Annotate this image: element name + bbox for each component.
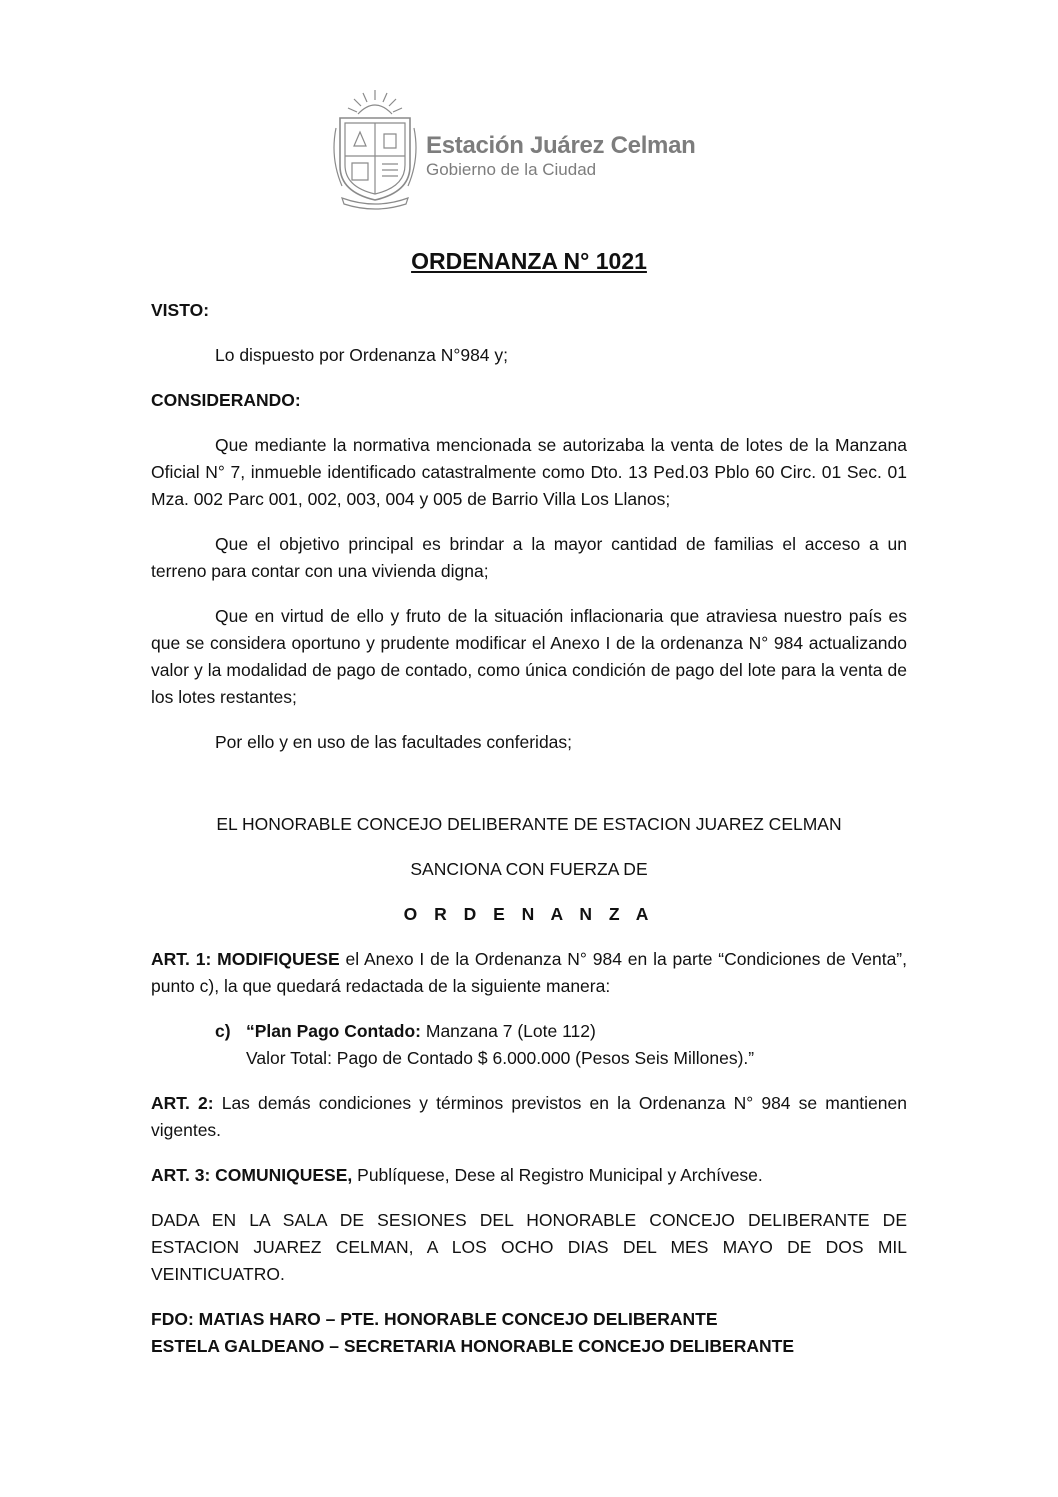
considerando-paragraph-2: Que el objetivo principal es brindar a la mayor cantidad de familias el acceso a un terreno para contar con una vivienda digna; [151, 534, 907, 581]
article-2 [151, 1090, 907, 1144]
sanciona-heading: SANCIONA CON FUERZA DE [410, 859, 648, 879]
article-3-label: ART. 3: COMUNIQUESE, [151, 1165, 353, 1185]
brand-subtitle: Gobierno de la Ciudad [426, 160, 597, 179]
article-1 [151, 946, 907, 1000]
spacer [151, 774, 907, 811]
considerando-paragraph-1: Que mediante la normativa mencionada se autorizaba la venta de lotes de la Manzana Oficial N° 7, inmueble identificado catastralmente como Dto. 13 Ped.03 Pblo 60 Circ. 01 Sec. 01 Mza. 002 Parc 001, 002, 003, 004 y 005 de Barrio Villa Los Llanos; [151, 435, 907, 509]
considerando-label: CONSIDERANDO: [151, 390, 301, 410]
article-2-label: ART. 2: [151, 1093, 214, 1113]
brand-name: Estación Juárez Celman [426, 132, 696, 159]
city-crest-icon [330, 88, 420, 213]
signature-line-1: FDO: MATIAS HARO – PTE. HONORABLE CONCEJO DELIBERANTE [151, 1309, 718, 1329]
article-3 [151, 1162, 907, 1189]
article-3-text: Publíquese, Dese al Registro Municipal y Archívese. [357, 1165, 763, 1185]
item-marker: c) [215, 1021, 231, 1041]
visto-text: Lo dispuesto por Ordenanza N°984 y; [215, 345, 509, 365]
item-line-2: Valor Total: Pago de Contado $ 6.000.000 (Pesos Seis Millones).” [246, 1048, 755, 1068]
item-line-1: Manzana 7 (Lote 112) [425, 1021, 596, 1041]
council-heading: EL HONORABLE CONCEJO DELIBERANTE DE ESTACION JUAREZ CELMAN [216, 814, 842, 834]
visto-label: VISTO: [151, 300, 210, 320]
dada-paragraph: DADA EN LA SALA DE SESIONES DEL HONORABLE CONCEJO DELIBERANTE DE ESTACION JUAREZ CELMAN, A LOS OCHO DIAS DEL MES MAYO DE DOS MIL VEINTICUATRO. [151, 1210, 907, 1284]
document-body [151, 245, 907, 1360]
article-1-label: ART. 1: [151, 949, 212, 969]
article-1-item-c [151, 1018, 907, 1072]
signature-line-2: ESTELA GALDEANO – SECRETARIA HONORABLE CONCEJO DELIBERANTE [151, 1336, 795, 1356]
considerando-paragraph-3: Que en virtud de ello y fruto de la situación inflacionaria que atraviesa nuestro país es que se considera oportuno y prudente modificar el Anexo I de la ordenanza N° 984 actualizando valor y la modalidad de pago de contado, como única condición de pago del lote para la venta de los lotes restantes; [151, 606, 907, 707]
ordenanza-heading: O R D E N A N Z A [403, 904, 655, 924]
article-1-text: el Anexo I de la Ordenanza N° 984 en la parte “Condiciones de Venta”, punto c), la que quedará redactada de la siguiente manera: [151, 949, 907, 996]
letterhead [330, 88, 730, 213]
considerando-paragraph-4: Por ello y en uso de las facultades conferidas; [215, 732, 573, 752]
document-title: ORDENANZA N° 1021 [411, 248, 647, 274]
article-1-verb: MODIFIQUESE [217, 949, 340, 969]
item-title: “Plan Pago Contado: [246, 1021, 421, 1041]
article-2-text: Las demás condiciones y términos previstos en la Ordenanza N° 984 se mantienen vigentes. [151, 1093, 907, 1140]
